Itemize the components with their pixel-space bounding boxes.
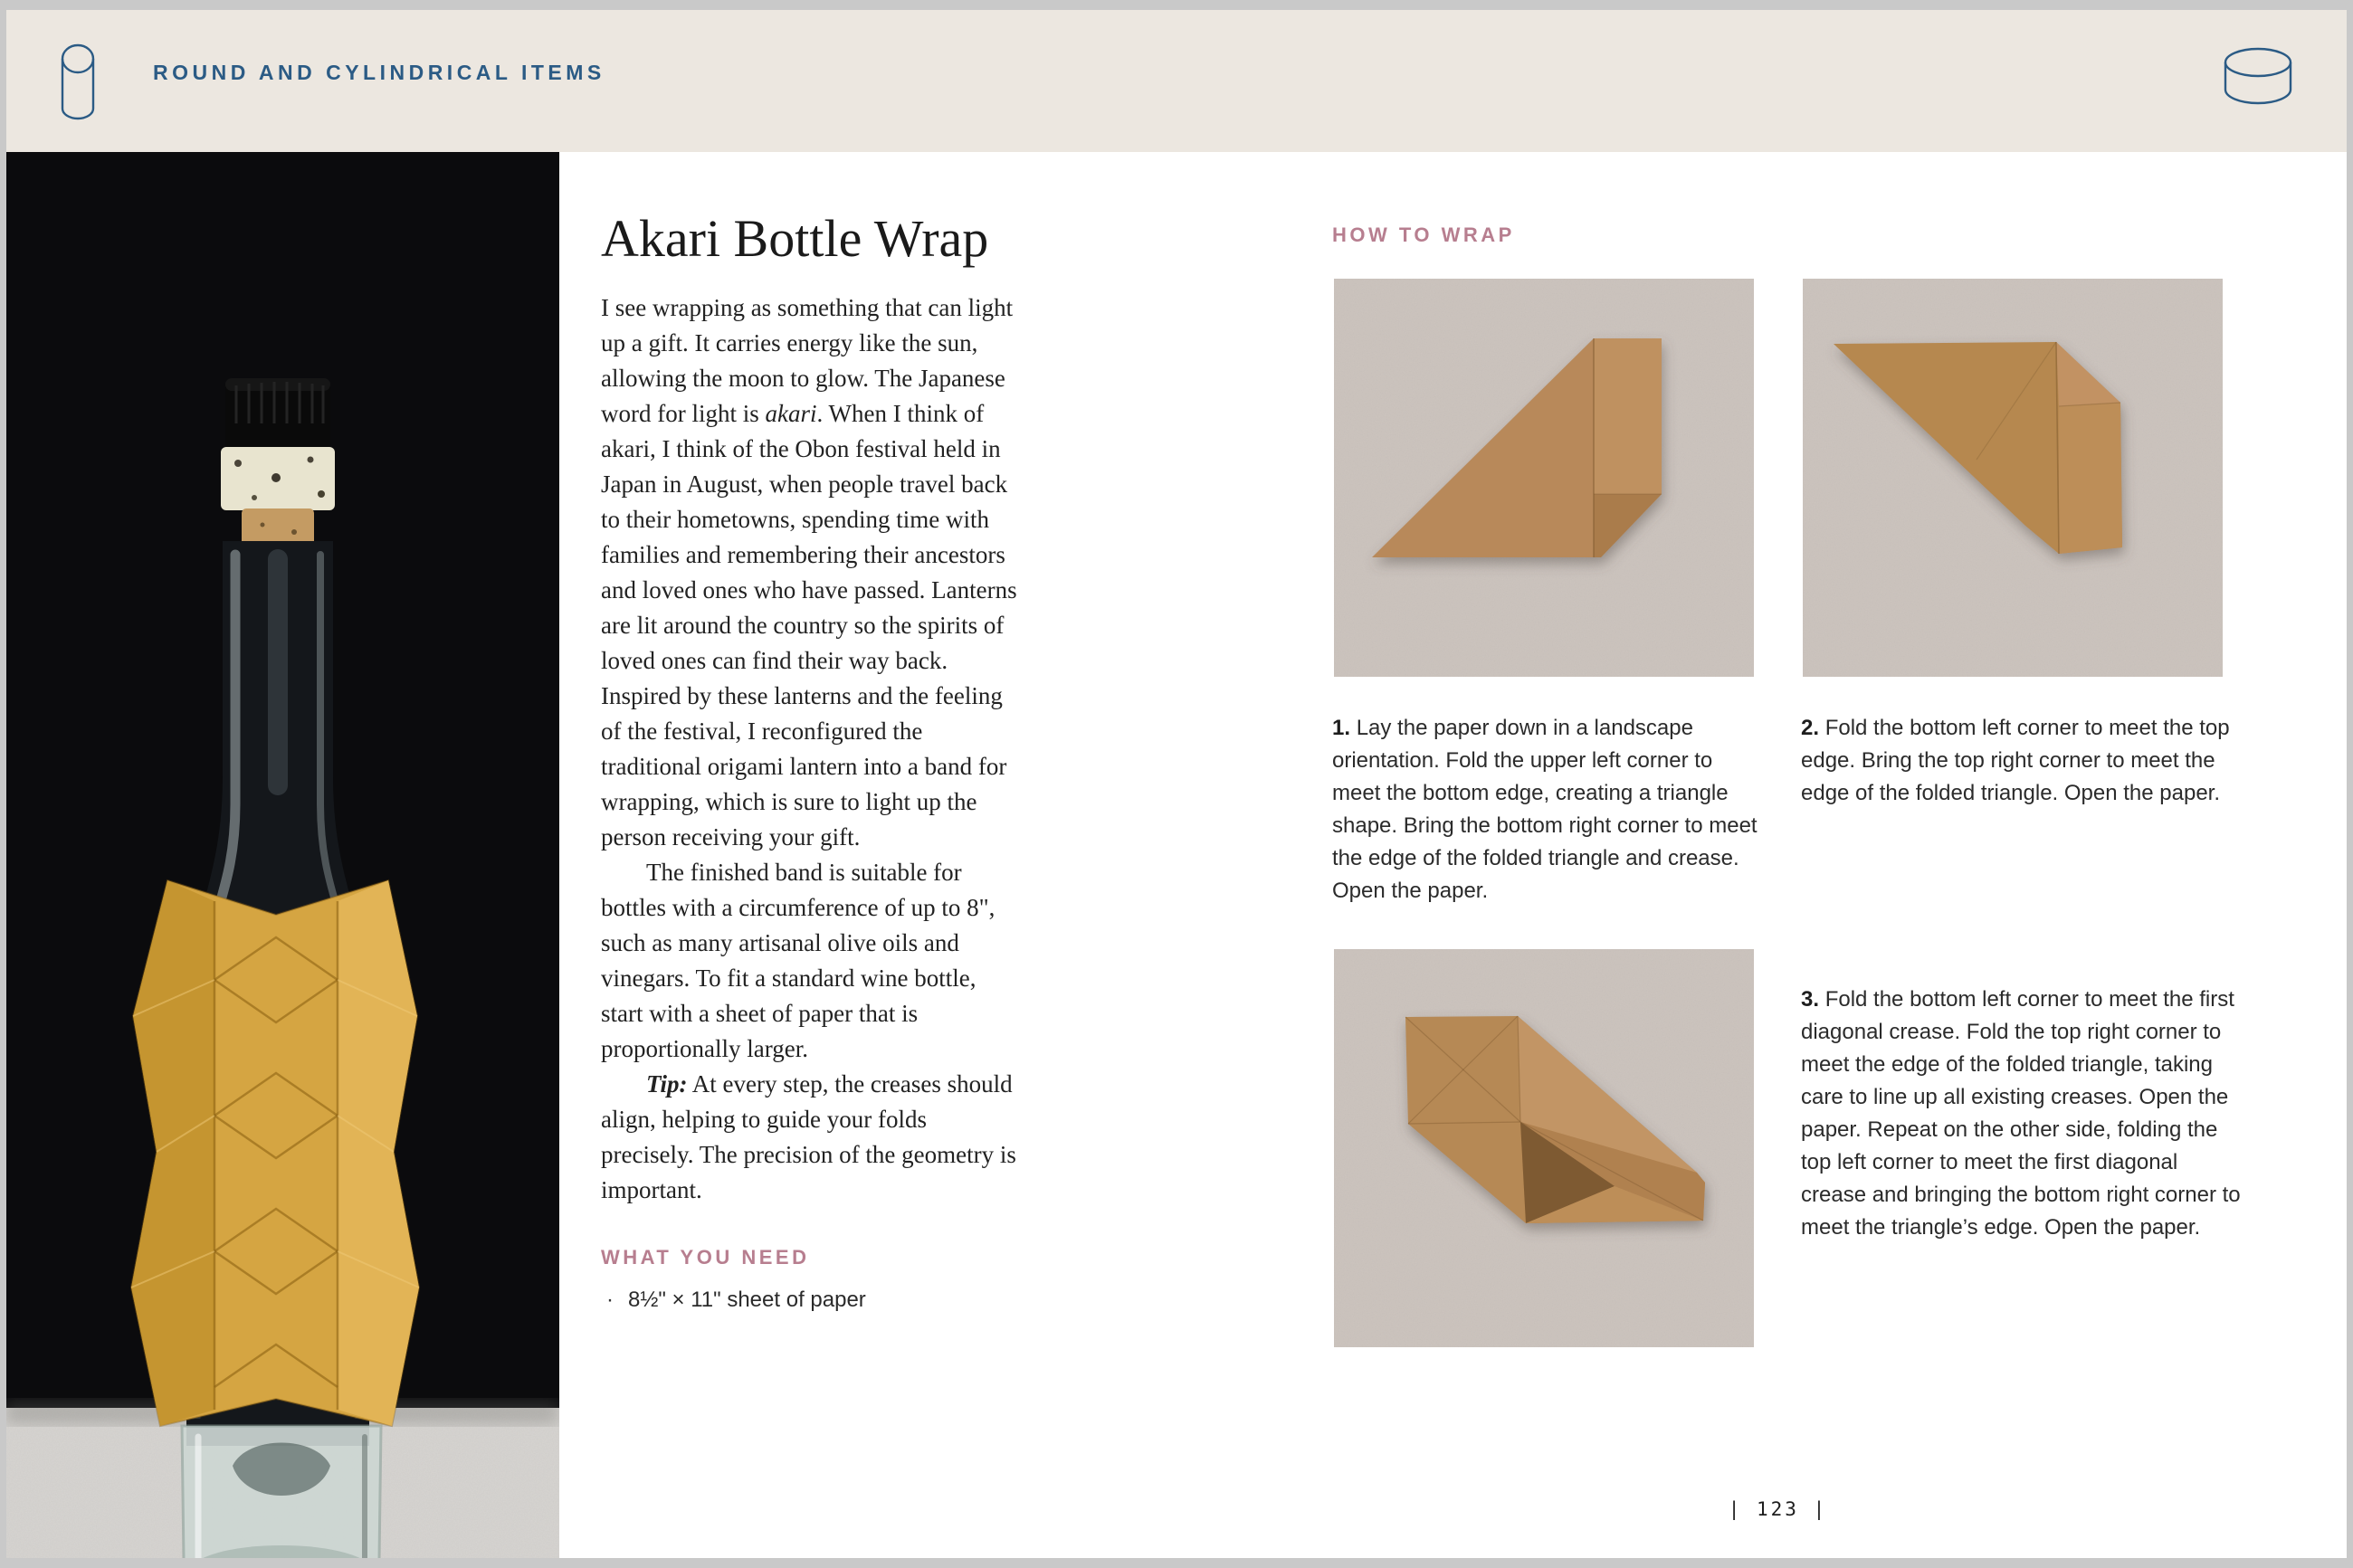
- step-2-number: 2.: [1801, 716, 1820, 740]
- step-3-body: Fold the bottom left corner to meet the first diagonal crease. Fold the top right corner to meet the edge of the folded triangle, taking care to line up all existing creases. Open the paper. Repeat on the other side, folding the top left corner to meet the first diagonal crease and bringing the bottom right corner to meet the triangle’s edge. Open the paper.: [1801, 987, 2241, 1240]
- book-page: [6, 10, 2347, 1558]
- step-2-body: Fold the bottom left corner to meet the top edge. Bring the top right corner to meet the edge of the folded triangle. Open the paper.: [1801, 716, 2230, 805]
- detail-paragraph: The finished band is suitable for bottles with a circumference of up to 8", such as many artisanal olive oils and vinegars. To fit a standard wine bottle, start with a sheet of paper that is proportionally larger.: [601, 859, 996, 1062]
- page-title: Akari Bottle Wrap: [601, 209, 989, 268]
- article-column: [601, 208, 1019, 1315]
- chapter-header-band: [6, 10, 2347, 152]
- supply-list: [601, 1286, 1019, 1315]
- italic-word: akari: [765, 400, 817, 427]
- tip-label: Tip:: [646, 1070, 688, 1098]
- step-2-text: [1801, 712, 2241, 810]
- bottle-photo: [6, 152, 559, 1558]
- step-1-number: 1.: [1332, 716, 1351, 740]
- step-3-text: [1801, 984, 2241, 1244]
- step-photo-2: [1803, 279, 2223, 677]
- chapter-title: ROUND AND CYLINDRICAL ITEMS: [153, 61, 605, 84]
- supply-item: 8½" × 11" sheet of paper: [628, 1288, 866, 1312]
- page-number: | 123 |: [1728, 1498, 1828, 1520]
- what-you-need-heading: WHAT YOU NEED: [601, 1246, 810, 1269]
- bullet-icon: ·: [606, 1288, 614, 1312]
- step-photo-1: [1334, 279, 1754, 677]
- tip-paragraph: Tip: At every step, the creases should align, helping to guide your folds precisely. The precision of the geometry is important.: [601, 1070, 1016, 1203]
- step-3-number: 3.: [1801, 987, 1820, 1012]
- step-1-text: [1332, 712, 1765, 908]
- cylinder-tall-icon: [59, 43, 97, 123]
- intro-paragraph: I see wrapping as something that can light up a gift. It carries energy like the sun, allowing the moon to glow. The Japanese word for light is akari. When I think of akari, I think of the Obon festival held in Japan in August, when people travel back to their hometowns, spending time with families and remembering their ancestors and loved ones who have passed. Lanterns are lit around the country so the spirits of loved ones can find their way back. Inspired by these lanterns and the feeling of the festival, I reconfigured the traditional origami lantern into a band for wrapping, which is sure to light up the person receiving your gift.: [601, 294, 1017, 851]
- how-to-wrap-heading: HOW TO WRAP: [1332, 223, 1515, 246]
- step-photo-3: [1334, 949, 1754, 1347]
- step-1-body: Lay the paper down in a landscape orientation. Fold the upper left corner to meet the bottom edge, creating a triangle shape. Bring the bottom right corner to meet the edge of the folded triangle and crease. Open the paper.: [1332, 716, 1758, 903]
- cylinder-short-icon: [2222, 46, 2294, 108]
